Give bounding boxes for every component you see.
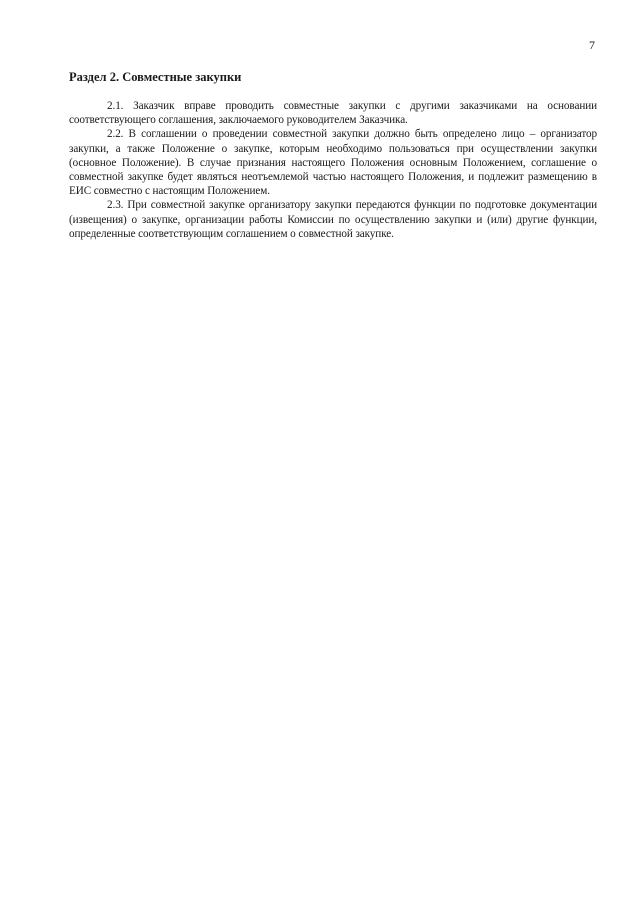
section-content bbox=[69, 70, 597, 241]
section-title: Раздел 2. Совместные закупки bbox=[69, 70, 242, 84]
paragraph-2-3: 2.3. При совместной закупке организатору закупки передаются функции по подготовке документации (извещения) о закупке, организации работы Комиссии по осуществлению закупки и (или) другие функции, определенные соответствующим соглашением о совместной закупке. bbox=[69, 199, 597, 240]
paragraph-2-2: 2.2. В соглашении о проведении совместной закупки должно быть определено лицо – организатор закупки, а также Положение о закупке, которым необходимо пользоваться при осуществлении закупки (основное Положение). В случае признания настоящего Положения основным Положением, соглашение о совместной закупке будет являться неотъемлемой частью настоящего Положения, и подлежит размещению в ЕИС совместно с настоящим Положением. bbox=[69, 128, 597, 198]
page-number: 7 bbox=[589, 38, 595, 52]
paragraph-2-1: 2.1. Заказчик вправе проводить совместные закупки с другими заказчиками на основании соответствующего соглашения, заключаемого руководителем Заказчика. bbox=[69, 100, 597, 127]
